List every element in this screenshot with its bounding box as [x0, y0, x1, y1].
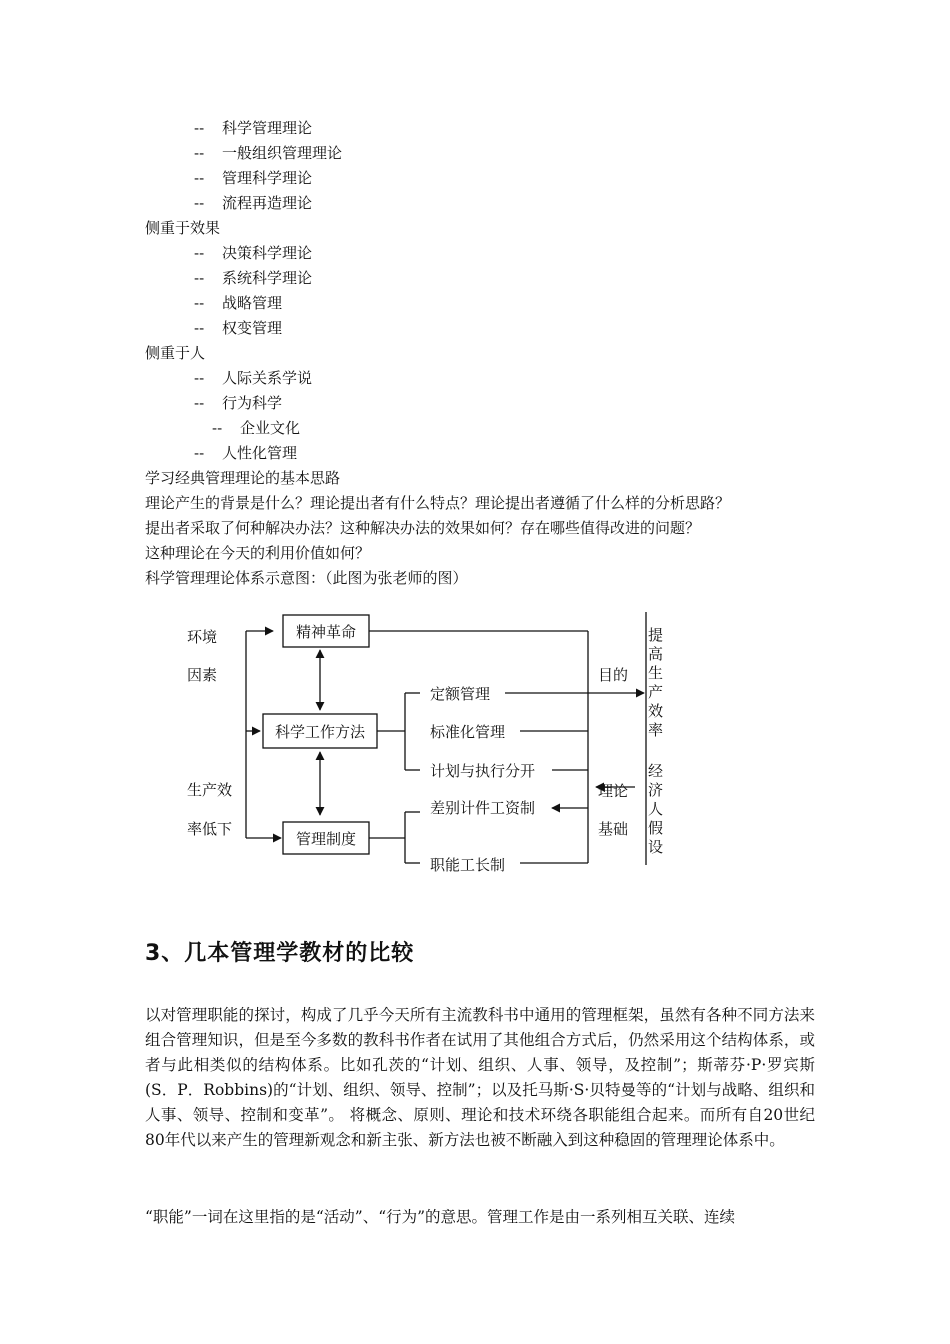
dash: --: [194, 194, 205, 212]
item-label: 管理科学理论: [222, 169, 313, 187]
section-heading: 3、几本管理学教材的比较: [145, 941, 415, 966]
hyp-char: 设: [648, 838, 664, 856]
question-3: 这种理论在今天的利用价值如何？: [145, 544, 371, 562]
list-item: [212, 418, 300, 438]
scientific-management-diagram: [0, 600, 700, 890]
item-label: 人际关系学说: [222, 369, 313, 387]
goal-char: 产: [648, 683, 664, 701]
question-2: 提出者采取了何种解决办法？这种解决办法的效果如何？存在哪些值得改进的问题？: [145, 519, 701, 537]
list-item: [194, 168, 312, 188]
dash: --: [194, 369, 205, 387]
goal-char: 率: [648, 721, 664, 739]
item-label: 科学管理理论: [222, 119, 313, 137]
list-item: [194, 243, 312, 263]
method-item-1: 定额管理: [430, 685, 491, 703]
eff-label-1: 生产效: [187, 781, 233, 799]
item-label: 行为科学: [222, 394, 283, 412]
paragraph-2: “职能”一词在这里指的是“活动”、“行为”的意思。管理工作是由一系列相互关联、连续: [145, 1208, 736, 1226]
system-item-1: 差别计件工资制: [430, 799, 536, 817]
list-item: [194, 143, 342, 163]
list-item: [194, 118, 312, 138]
item-label: 一般组织管理理论: [222, 144, 343, 162]
dash: --: [194, 269, 205, 287]
hyp-char: 假: [648, 819, 664, 837]
list-item: [194, 368, 312, 388]
question-1: 理论产生的背景是什么？理论提出者有什么特点？理论提出者遵循了什么样的分析思路？: [145, 494, 731, 512]
dash: --: [194, 119, 205, 137]
item-label: 企业文化: [240, 419, 301, 437]
eff-label-2: 率低下: [187, 820, 233, 838]
group-title: 侧重于人: [145, 344, 206, 362]
dash: --: [194, 319, 205, 337]
method-item-3: 计划与执行分开: [430, 762, 536, 780]
diagram-caption: 科学管理理论体系示意图：（此图为张老师的图）: [145, 569, 468, 587]
item-label: 系统科学理论: [222, 269, 313, 287]
goal-char: 提: [648, 626, 664, 644]
dash: --: [194, 394, 205, 412]
goal-char: 效: [648, 702, 664, 720]
group-title: 侧重于效果: [145, 219, 221, 237]
goal-char: 生: [648, 664, 664, 682]
dash: --: [194, 294, 205, 312]
box-spirit-label: 精神革命: [295, 623, 357, 641]
goal-char: 高: [648, 645, 664, 663]
list-item: [194, 443, 297, 463]
env-label-1: 环境: [187, 628, 218, 646]
item-label: 权变管理: [222, 319, 283, 337]
paragraph-1: 以对管理职能的探讨，构成了几乎今天所有主流教科书中通用的管理框架，虽然有各种不同方法来组合管理知识，但是至今多数的教科书作者在试用了其他组合方式后，仍然采用这个结构体系，或者与此相类似的结构体系。比如孔茨的“计划、组织、人事、领导，及控制”；斯蒂芬·P·罗宾斯(S．P．Robbins)的“计划、组织、领导、控制”；以及托马斯·S·贝特曼等的“计划与战略、组织和人事、领导、控制和变革”。 将概念、原则、理论和技术环绕各职能组合起来。而所有自20世纪80年代以来产生的管理新观念和新主张、新方法也被不断融入到这种稳固的管理理论体系中。: [145, 1006, 815, 1149]
purpose-label: 目的: [598, 666, 629, 684]
hyp-char: 济: [648, 781, 664, 799]
env-label-2: 因素: [187, 666, 218, 684]
dash: --: [194, 444, 205, 462]
box-system-label: 管理制度: [295, 830, 357, 848]
theory-label-2: 基础: [598, 820, 629, 838]
dash: --: [212, 419, 223, 437]
thinking-title: 学习经典管理理论的基本思路: [145, 469, 341, 487]
list-item: [194, 193, 312, 213]
list-item: [194, 293, 282, 313]
list-item: [194, 318, 282, 338]
dash: --: [194, 169, 205, 187]
hyp-char: 人: [648, 800, 664, 818]
method-item-2: 标准化管理: [430, 723, 506, 741]
dash: --: [194, 244, 205, 262]
system-item-2: 职能工长制: [430, 856, 506, 874]
dash: --: [194, 144, 205, 162]
box-method-label: 科学工作方法: [274, 723, 366, 741]
item-label: 决策科学理论: [222, 244, 313, 262]
item-label: 人性化管理: [222, 444, 298, 462]
item-label: 战略管理: [222, 294, 283, 312]
theory-label-1: 理论: [598, 782, 629, 800]
list-item: [194, 393, 282, 413]
list-item: [194, 268, 312, 288]
hyp-char: 经: [648, 762, 664, 780]
item-label: 流程再造理论: [222, 194, 313, 212]
